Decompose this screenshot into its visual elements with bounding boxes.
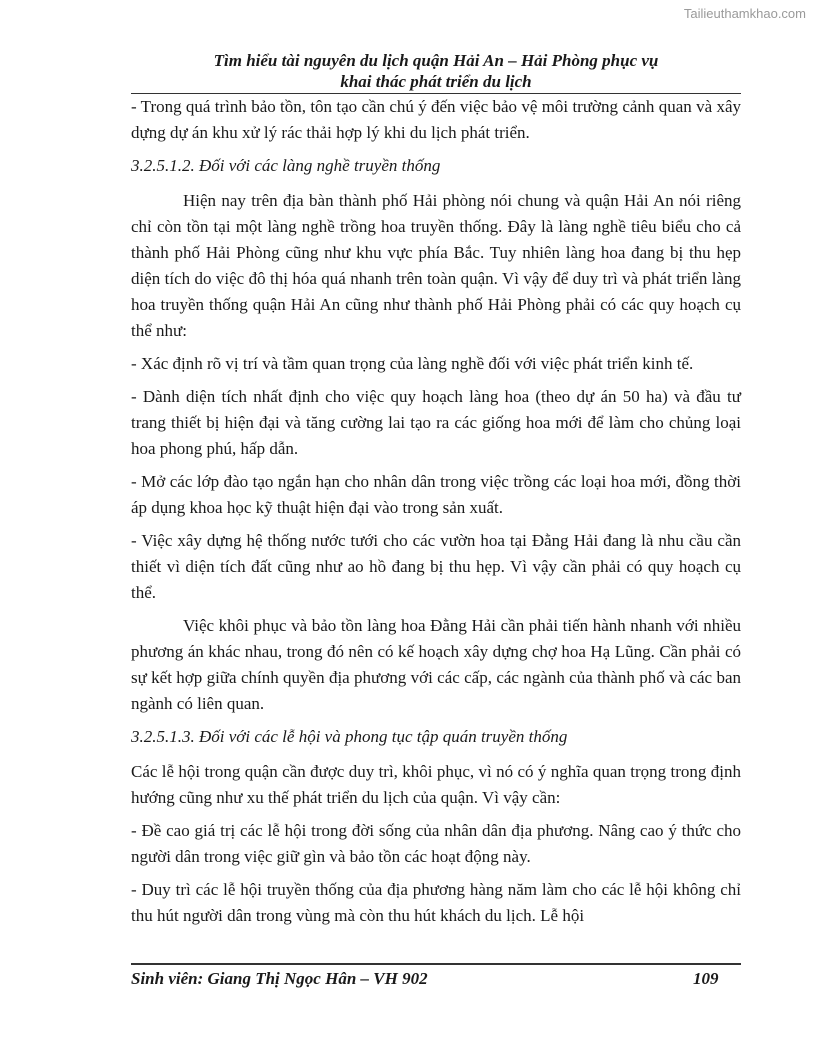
page-header <box>131 50 741 92</box>
bullet-paragraph: - Xác định rõ vị trí và tầm quan trọng của làng nghề đối với việc phát triển kinh tế. <box>131 354 694 373</box>
header-title-line-1: Tìm hiểu tài nguyên du lịch quận Hải An – Hải Phòng phục vụ <box>213 51 659 70</box>
footer-author: Sinh viên: Giang Thị Ngọc Hân – VH 902 <box>131 969 428 988</box>
footer-divider <box>131 963 741 965</box>
watermark: Tailieuthamkhao.com <box>683 6 806 21</box>
bullet-paragraph: - Dành diện tích nhất định cho việc quy hoạch làng hoa (theo dự án 50 ha) và đầu tư trang thiết bị hiện đại và tăng cường lai tạo ra các giống hoa mới để làm cho chủng loại hoa phong phú, hấp dẫn. <box>131 387 741 458</box>
paragraph: - Trong quá trình bảo tồn, tôn tạo cần chú ý đến việc bảo vệ môi trường cảnh quan và xây dựng dự án khu xử lý rác thải hợp lý khi du lịch phát triển. <box>131 97 741 142</box>
bullet-paragraph: - Duy trì các lễ hội truyền thống của địa phương hàng năm làm cho các lễ hội không chỉ thu hút người dân trong vùng mà còn thu hút khách du lịch. Lễ hội <box>131 880 741 925</box>
section-heading: 3.2.5.1.2. Đối với các làng nghề truyền thống <box>131 156 441 175</box>
paragraph: Việc khôi phục và bảo tồn làng hoa Đằng Hải cần phải tiến hành nhanh với nhiều phương án khác nhau, trong đó nên có kế hoạch xây dựng chợ hoa Hạ Lũng. Cần phải có sự kết hợp giữa chính quyền địa phương với các cấp, các ngành của thành phố và các ban ngành có liên quan. <box>131 616 741 713</box>
bullet-paragraph: - Mở các lớp đào tạo ngắn hạn cho nhân dân trong việc trồng các loại hoa mới, đồng thời áp dụng khoa học kỹ thuật hiện đại vào trong sản xuất. <box>131 472 741 517</box>
bullet-paragraph: - Đề cao giá trị các lễ hội trong đời sống của nhân dân địa phương. Nâng cao ý thức cho người dân trong việc giữ gìn và bảo tồn các hoạt động này. <box>131 821 741 866</box>
paragraph: Các lễ hội trong quận cần được duy trì, khôi phục, vì nó có ý nghĩa quan trọng trong định hướng cũng như xu thế phát triển du lịch của quận. Vì vậy cần: <box>131 762 741 807</box>
page-number: 109 <box>693 969 719 988</box>
bullet-paragraph: - Việc xây dựng hệ thống nước tưới cho các vườn hoa tại Đằng Hải đang là nhu cầu cần thiết vì diện tích đất cũng như ao hồ đang bị thu hẹp. Vì vậy cần phải có quy hoạch cụ thể. <box>131 531 741 602</box>
section-heading: 3.2.5.1.3. Đối với các lễ hội và phong tục tập quán truyền thống <box>131 727 568 746</box>
body-text <box>131 94 741 936</box>
header-title-line-2: khai thác phát triển du lịch <box>340 72 532 91</box>
paragraph: Hiện nay trên địa bàn thành phố Hải phòng nói chung và quận Hải An nói riêng chỉ còn tồn tại một làng nghề trồng hoa truyền thống. Đây là làng nghề tiêu biểu cho cả thành phố Hải Phòng cũng như khu vực phía Bắc. Tuy nhiên làng hoa đang bị thu hẹp diện tích do việc đô thị hóa quá nhanh trên toàn quận. Vì vậy để duy trì và phát triển làng hoa truyền thống quận Hải An cũng như thành phố Hải Phòng phải có các quy hoạch cụ thể như: <box>131 191 741 340</box>
